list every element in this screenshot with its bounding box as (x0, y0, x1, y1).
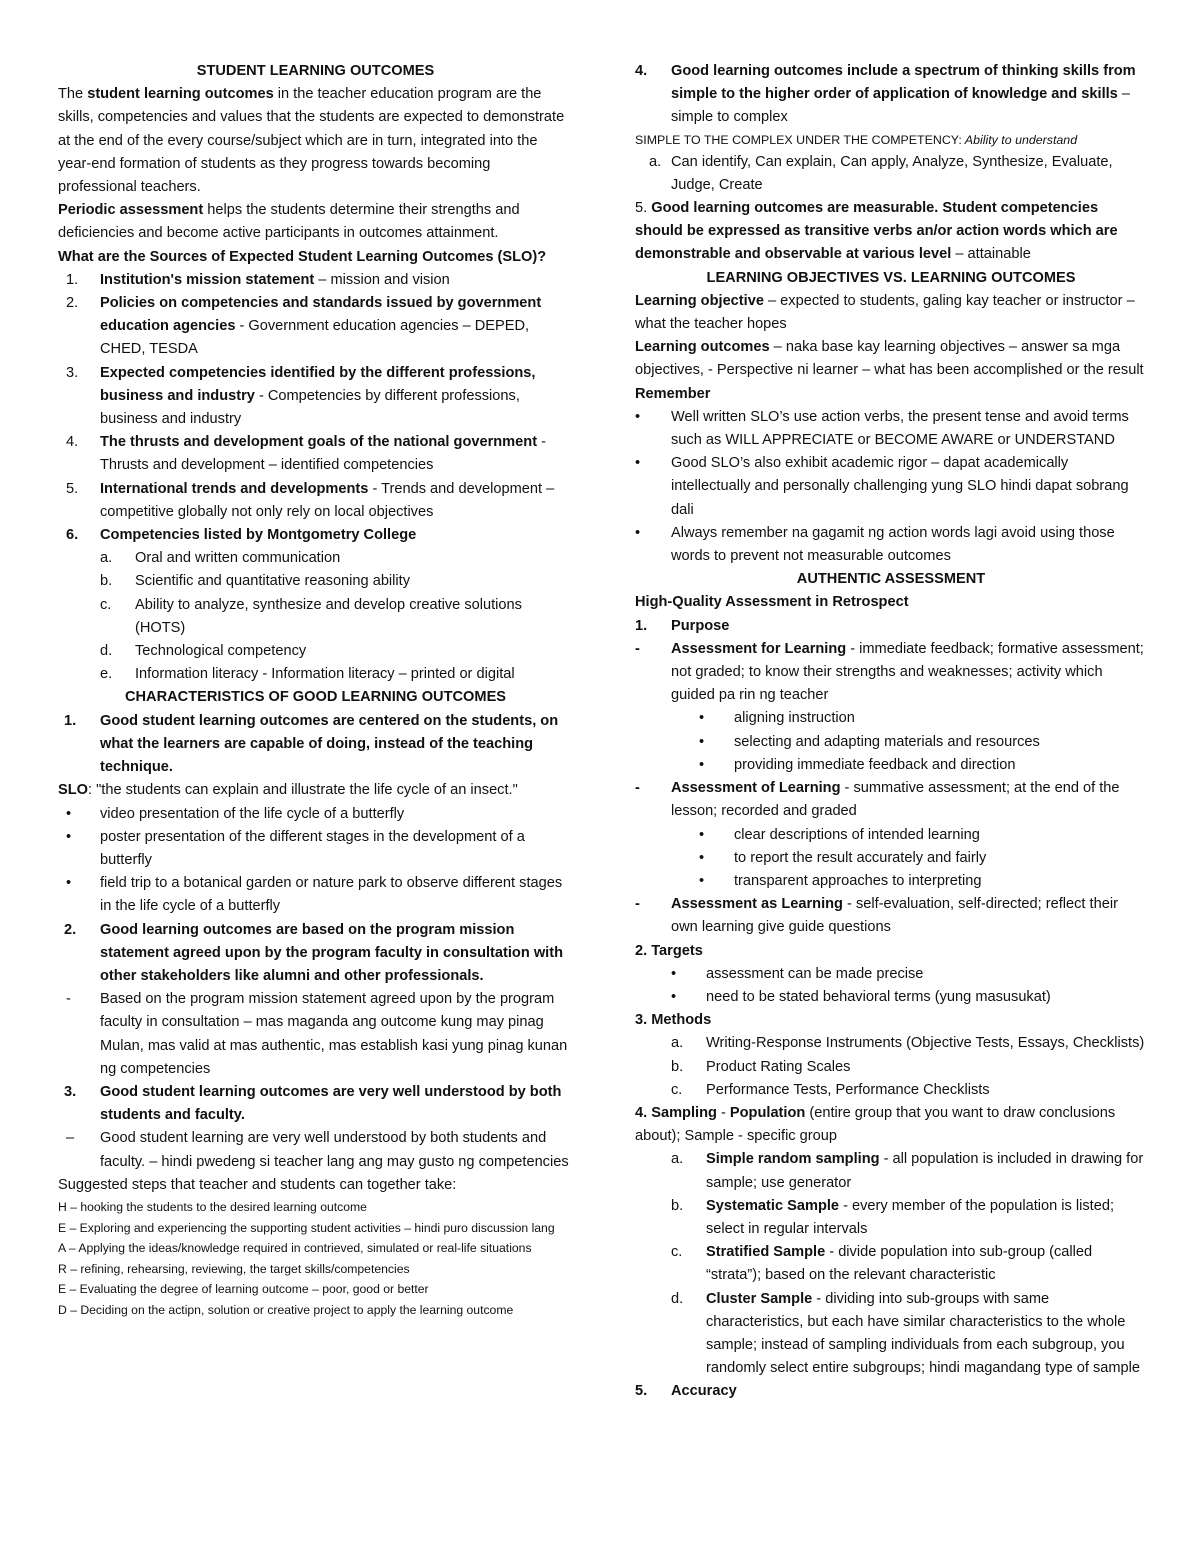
term: Assessment of Learning (671, 780, 841, 797)
characteristic-4-body (671, 60, 1147, 130)
term: Assessment for Learning (671, 640, 847, 657)
item-body (100, 524, 573, 547)
slo-bullet (58, 803, 573, 826)
characteristic-note: – simple to complex (671, 86, 1130, 126)
remember-item (635, 406, 1147, 452)
sources-list (58, 269, 573, 547)
afl-body (671, 638, 1147, 708)
item-body (135, 640, 573, 663)
source-desc: - Competencies by different professions, business and industry (100, 387, 520, 428)
characteristic-3-note (58, 1127, 573, 1173)
remember-heading: Remember (635, 385, 711, 402)
step-line: R – refining, rehearsing, reviewing, the target skills/competencies (58, 1261, 410, 1276)
list-letter: a. (649, 153, 662, 170)
afl-bullet (635, 754, 1147, 777)
item-text: field trip to a botanical garden or nature park to observe different stages in the life cycle of a butterfly (100, 875, 563, 915)
assessment-as-learning (635, 893, 1147, 939)
list-marker: c. (671, 1244, 683, 1261)
item-text: clear descriptions of intended learning (734, 826, 980, 843)
steps-intro: Suggested steps that teacher and students can together take: (58, 1176, 457, 1193)
item-text: aligning instruction (734, 710, 855, 727)
source-desc: – mission and vision (314, 271, 450, 288)
purpose-heading (635, 615, 1147, 638)
definition: - every member of the population is listed; select in regular intervals (706, 1197, 1115, 1237)
item-body (734, 754, 1147, 777)
item-text: selecting and adapting materials and resources (734, 733, 1040, 750)
sampling-item (635, 1195, 1147, 1241)
item-text: Writing-Response Instruments (Objective Tests, Essays, Checklists) (706, 1035, 1145, 1052)
dash-marker: - (635, 780, 640, 797)
periodic-post: helps the students determine their strengths and deficiencies and become active participants in outcomes attainment. (58, 202, 520, 242)
sampling-list (635, 1148, 1147, 1380)
characteristic-text: Good learning outcomes are measurable. Student competencies should be expressed as transitive verbs an/or action words which are demonstrable and observable at various level (635, 200, 1118, 263)
source-item (58, 431, 573, 477)
aol-body (671, 777, 1147, 823)
sources-question: What are the Sources of Expected Student Learning Outcomes (SLO)? (58, 248, 547, 265)
item-body (706, 1032, 1147, 1055)
term: Learning objective (635, 292, 764, 309)
item-body (135, 570, 573, 593)
item-text: to report the result accurately and fairly (734, 849, 987, 866)
remember-item (635, 522, 1147, 568)
definition: – expected to students, galing kay teacher or instructor – what the teacher hopes (635, 292, 1135, 333)
remember-item (635, 452, 1147, 522)
competency-item (58, 663, 573, 686)
item-text: Well written SLO’s use action verbs, the present tense and avoid terms such as WILL APPRECIATE or BECOME AWARE or UNDERSTAND (671, 408, 1129, 449)
aal-body (671, 893, 1147, 939)
characteristic-text: Good learning outcomes include a spectrum of thinking skills from simple to the higher order of application of knowledge and skills (671, 63, 1136, 103)
term: Systematic Sample (706, 1197, 840, 1214)
term: Cluster Sample (706, 1290, 813, 1307)
item-text: Scientific and quantitative reasoning ability (135, 573, 411, 590)
source-title: Institution's mission statement (100, 271, 315, 288)
accuracy-heading (635, 1380, 1147, 1403)
list-marker: • (671, 965, 677, 982)
item-text: video presentation of the life cycle of a butterfly (100, 805, 405, 822)
list-number: 1. (64, 712, 77, 729)
source-item (58, 524, 573, 547)
dash-marker: - (635, 896, 640, 913)
targets-bullet-list (635, 963, 1147, 1009)
step-line: E – Exploring and experiencing the supporting student activities – hindi puro discussion lang (58, 1220, 555, 1235)
characteristic-text: Good student learning outcomes are very well understood by both students and faculty. (100, 1083, 562, 1124)
term: Sampling (651, 1104, 717, 1121)
remember-list (635, 406, 1147, 568)
list-marker: c. (100, 596, 112, 613)
item-body (706, 1056, 1147, 1079)
source-desc: - Trends and development – competitive globally not only rely on local objectives (100, 480, 555, 520)
periodic-bold: Periodic assessment (58, 202, 204, 219)
list-marker: b. (100, 573, 113, 590)
list-number: 4. (635, 63, 648, 79)
source-title: Policies on competencies and standards issued by government education agencies (100, 295, 542, 335)
item-body (734, 847, 1147, 870)
item-body (706, 1148, 1147, 1194)
sampling-item (635, 1288, 1147, 1381)
item-body (706, 1195, 1147, 1241)
source-item (58, 478, 573, 524)
list-marker: • (66, 805, 72, 822)
characteristic-2 (58, 919, 573, 989)
source-item (58, 269, 573, 292)
list-marker: • (635, 408, 641, 425)
list-marker: 1. (66, 271, 79, 288)
characteristic-1 (58, 710, 573, 780)
term: Assessment as Learning (671, 896, 843, 913)
term: Learning outcomes (635, 339, 770, 356)
step-line: D – Deciding on the actipn, solution or creative project to apply the learning outcome (58, 1302, 514, 1317)
competency-item (58, 547, 573, 570)
item-body (671, 452, 1147, 522)
list-marker: a. (671, 1035, 684, 1052)
intro-bold: student learning outcomes (87, 86, 274, 103)
methods-heading: 3. Methods (635, 1012, 712, 1029)
definition: - dividing into sub-groups with same characteristics, but each have similar characteristics to the whole sample; instead of sampling individuals from each subgroup, you randomly select entire subgroups; hindi magandang type of sample (706, 1290, 1141, 1377)
hereafter-steps-list (58, 1197, 573, 1321)
item-body (100, 872, 573, 918)
section-title-objectives-vs-outcomes: LEARNING OBJECTIVES VS. LEARNING OUTCOMES (706, 269, 1076, 286)
heading-text: Purpose (671, 617, 730, 634)
definition: – naka base kay learning objectives – answer sa mga objectives, - Perspective ni learner – what has been accomplished or the result (635, 339, 1144, 379)
list-marker: d. (100, 643, 113, 660)
list-marker: b. (671, 1197, 684, 1214)
item-body (706, 986, 1147, 1009)
list-marker: a. (100, 550, 113, 567)
characteristic-text: Good student learning outcomes are centered on the students, on what the learners are capable of doing, instead of the teaching technique. (100, 712, 559, 776)
methods-list (635, 1032, 1147, 1102)
s2c-italic: Ability to understand (961, 132, 1078, 147)
item-text: Ability to analyze, synthesize and develop creative solutions (HOTS) (135, 596, 522, 636)
list-marker: d. (671, 1290, 684, 1307)
characteristic-2-note (58, 988, 573, 1081)
item-body (135, 663, 573, 686)
list-marker: 5. (66, 480, 79, 497)
aol-bullet (635, 824, 1147, 847)
list-marker: • (635, 455, 641, 472)
s2c-item (635, 151, 1147, 197)
list-number: 5. (635, 200, 648, 217)
definition: - all population is included in drawing for sample; use generator (706, 1151, 1144, 1191)
list-number: 1. (635, 617, 648, 634)
definition: (entire group that you want to draw conclusions about); Sample - specific group (635, 1104, 1116, 1145)
competency-item (58, 594, 573, 640)
item-body (135, 594, 573, 640)
source-item (58, 292, 573, 362)
item-text: poster presentation of the different stages in the development of a butterfly (100, 828, 525, 868)
sampling-item (635, 1241, 1147, 1287)
source-title: International trends and developments (100, 480, 369, 497)
section-title-characteristics: CHARACTERISTICS OF GOOD LEARNING OUTCOMES (124, 689, 507, 706)
item-text: providing immediate feedback and direction (734, 756, 1016, 773)
aol-bullet (635, 870, 1147, 893)
source-desc: - Thrusts and development – identified competencies (100, 434, 546, 474)
item-text: Product Rating Scales (706, 1058, 851, 1075)
item-body (100, 292, 573, 362)
target-bullet (635, 986, 1147, 1009)
source-item (58, 362, 573, 432)
definition: - self-evaluation, self-directed; reflect their own learning give guide questions (671, 896, 1118, 936)
method-item (635, 1032, 1147, 1055)
item-body (135, 547, 573, 570)
section-title-slo: STUDENT LEARNING OUTCOMES (196, 63, 435, 79)
left-column (58, 60, 573, 1321)
list-marker: • (66, 828, 72, 845)
heading-text: Accuracy (671, 1383, 737, 1400)
dash-marker: - (635, 640, 640, 657)
note-text: Based on the program mission statement agreed upon by the program faculty in consultation – mas maganda ang outcome kung may pinag Mulan, mas valid at mas authentic, mas establish kasi yung pinag kunan ng competencies (100, 991, 568, 1077)
item-body (100, 826, 573, 872)
item-body (734, 707, 1147, 730)
item-body (734, 731, 1147, 754)
definition: - summative assessment; at the end of the lesson; recorded and graded (671, 780, 1120, 820)
aol-bullet (635, 847, 1147, 870)
s2c-caps: SIMPLE TO THE COMPLEX UNDER THE COMPETENCY: (635, 132, 962, 147)
periodic-paragraph (58, 199, 573, 245)
afl-bullet (635, 707, 1147, 730)
item-body (100, 803, 573, 826)
right-column (635, 60, 1147, 1404)
slo-bullet (58, 872, 573, 918)
characteristic-3 (58, 1081, 573, 1127)
list-marker: • (699, 756, 705, 773)
intro-post: in the teacher education program are the skills, competencies and values that the students are expected to demonstrate at the end of the every course/subject which are in turn, integrated into the year-end formation of students as they progress towards becoming professional teachers. (58, 86, 565, 196)
competency-item (58, 570, 573, 593)
afl-bullet (635, 731, 1147, 754)
term: Population (729, 1104, 806, 1121)
characteristic-5 (635, 197, 1147, 267)
section-title-authentic-assessment: AUTHENTIC ASSESSMENT (796, 571, 986, 588)
method-item (635, 1056, 1147, 1079)
competency-item (58, 640, 573, 663)
intro-pre: The (58, 86, 88, 103)
item-body (100, 478, 573, 524)
intro-paragraph (58, 83, 573, 199)
step-line: A – Applying the ideas/knowledge required in contrieved, simulated or real-life situations (58, 1241, 532, 1256)
list-marker: b. (671, 1058, 684, 1075)
item-text: assessment can be made precise (706, 965, 924, 982)
slo-bullet-list (58, 803, 573, 919)
afl-bullet-list (635, 707, 1147, 777)
step-line: H – hooking the students to the desired learning outcome (58, 1199, 367, 1214)
item-body (734, 824, 1147, 847)
characteristic-text: Good learning outcomes are based on the program mission statement agreed upon by the program faculty in consultation with other stakeholders like alumni and other professionals. (100, 921, 563, 984)
competencies-list (58, 547, 573, 686)
slo-example (58, 779, 573, 802)
aol-bullet-list (635, 824, 1147, 894)
list-number: 5. (635, 1383, 648, 1400)
sampling-heading (635, 1102, 1147, 1148)
list-marker: • (671, 988, 677, 1005)
hq-heading: High-Quality Assessment in Retrospect (635, 594, 909, 611)
list-marker: a. (671, 1151, 684, 1168)
list-number: 3. (64, 1083, 77, 1100)
item-body (706, 1241, 1147, 1287)
step-line: E – Evaluating the degree of learning outcome – poor, good or better (58, 1282, 429, 1297)
simple-to-complex-label (635, 130, 1147, 151)
item-body (100, 362, 573, 432)
item-text: Always remember na gagamit ng action words lagi avoid using those words to prevent not measurable outcomes (671, 524, 1115, 565)
slo-text: : "the students can explain and illustrate the life cycle of an insect." (88, 782, 518, 799)
item-text: Good SLO’s also exhibit academic rigor – dapat academically intellectually and personally challenging yung SLO hindi dapat sobrang dali (671, 455, 1129, 518)
list-marker: • (699, 872, 705, 889)
item-body (706, 963, 1147, 986)
item-body (671, 522, 1147, 568)
list-marker: 2. (66, 295, 79, 312)
item-text: Can identify, Can explain, Can apply, Analyze, Synthesize, Evaluate, Judge, Create (671, 153, 1113, 193)
sampling-item (635, 1148, 1147, 1194)
item-body (734, 870, 1147, 893)
list-marker: • (66, 875, 72, 892)
slo-label: SLO (58, 782, 88, 799)
item-body (100, 431, 573, 477)
characteristic-note: – attainable (951, 246, 1031, 263)
source-desc: - Government education agencies – DEPED, CHED, TESDA (100, 318, 530, 358)
list-marker: 4. (66, 434, 79, 451)
list-marker: 6. (66, 527, 79, 544)
list-marker: 3. (66, 364, 79, 381)
list-number: 2. (64, 921, 77, 938)
term: Stratified Sample (706, 1244, 826, 1261)
item-text: Technological competency (135, 643, 307, 660)
list-number: 4. (635, 1104, 648, 1121)
assessment-of-learning (635, 777, 1147, 823)
item-body (706, 1288, 1147, 1381)
dash-marker: – (66, 1130, 75, 1147)
separator: - (716, 1104, 730, 1121)
item-body (100, 269, 573, 292)
method-item (635, 1079, 1147, 1102)
item-text: Performance Tests, Performance Checklists (706, 1081, 990, 1098)
list-marker: c. (671, 1081, 683, 1098)
targets-heading: 2. Targets (635, 942, 703, 959)
item-text: Information literacy - Information literacy – printed or digital (135, 666, 515, 683)
list-marker: • (699, 849, 705, 866)
slo-bullet (58, 826, 573, 872)
list-marker: • (635, 524, 641, 541)
source-title: Expected competencies identified by the different professions, business and industry (100, 364, 536, 404)
list-marker: • (699, 710, 705, 727)
list-marker: • (699, 826, 705, 843)
definition: - immediate feedback; formative assessment; not graded; to know their strengths and weaknesses; activity which guided pa rin ng teacher (671, 640, 1144, 704)
assessment-for-learning (635, 638, 1147, 708)
learning-outcomes-def (635, 336, 1147, 382)
characteristic-4 (635, 60, 1147, 130)
note-text: Good student learning are very well understood by both students and faculty. – hindi pwedeng si teacher lang ang may gusto ng competencies (100, 1130, 569, 1170)
source-title: Competencies listed by Montgometry College (100, 527, 417, 544)
dash-marker: - (66, 991, 71, 1008)
list-marker: e. (100, 666, 113, 683)
item-body (671, 406, 1147, 452)
item-body (706, 1079, 1147, 1102)
source-title: The thrusts and development goals of the national government (100, 434, 538, 451)
target-bullet (635, 963, 1147, 986)
item-text: transparent approaches to interpreting (734, 872, 982, 889)
item-text: Oral and written communication (135, 550, 341, 567)
list-marker: • (699, 733, 705, 750)
definition: - divide population into sub-group (called “strata”); based on the relevant characteristic (706, 1244, 1093, 1284)
term: Simple random sampling (706, 1151, 880, 1168)
item-text: need to be stated behavioral terms (yung masusukat) (706, 988, 1051, 1005)
learning-objective-def (635, 290, 1147, 336)
